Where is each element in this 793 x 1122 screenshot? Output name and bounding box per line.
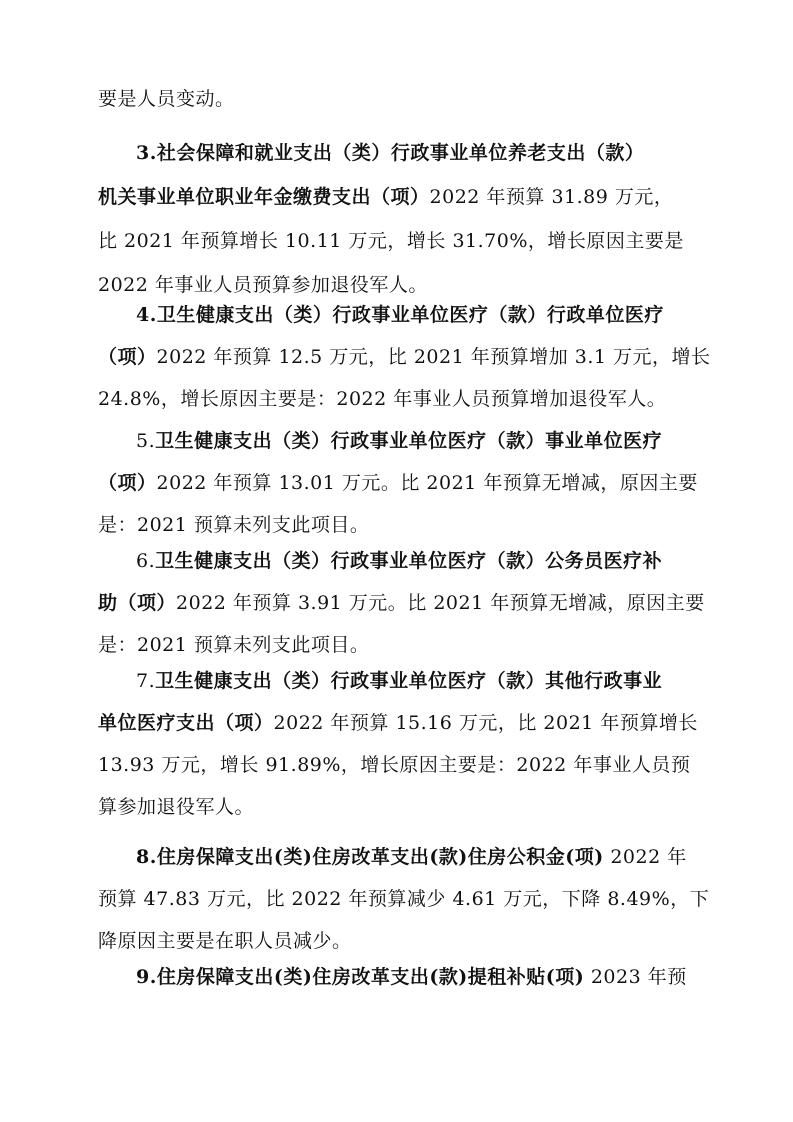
text-run-bold: 助（项） — [98, 592, 177, 614]
text-run: 7. — [136, 670, 156, 692]
text-run-bold: 卫生健康支出（类）行政事业单位医疗（款）其他行政事业 — [155, 670, 663, 692]
text-run-bold: 机关事业单位职业年金缴费支出（项） — [98, 186, 430, 208]
text-line — [98, 384, 666, 414]
text-run: 2022 年事业人员预算参加退役军人。 — [98, 274, 428, 296]
text-run: 2022 年预算 12.5 万元，比 2021 年预算增加 3.1 万元，增长 — [156, 346, 711, 368]
text-run-bold: 3.社会保障和就业支出（类）行政事业单位养老支出（款） — [136, 142, 645, 164]
text-run: 降原因主要是在职人员减少。 — [98, 930, 352, 952]
text-run: 2022 年预算 13.01 万元。比 2021 年预算无增减，原因主要 — [156, 472, 698, 494]
text-line — [98, 630, 369, 660]
text-line — [136, 546, 662, 576]
text-run-bold: 9.住房保障支出(类)住房改革支出(款)提租补贴(项) — [136, 966, 585, 988]
text-line — [98, 926, 352, 956]
text-line — [98, 750, 690, 780]
text-line — [98, 182, 673, 212]
text-line — [136, 666, 662, 696]
text-line — [98, 792, 254, 822]
text-run-bold: （项） — [98, 472, 157, 494]
text-run: 预算 47.83 万元，比 2022 年预算减少 4.61 万元，下降 8.49%，下 — [98, 888, 710, 910]
text-run-bold: 8.住房保障支出(类)住房改革支出(款)住房公积金(项) — [136, 846, 604, 868]
text-line — [136, 138, 644, 168]
text-run: 24.8%，增长原因主要是：2022 年事业人员预算增加退役军人。 — [98, 388, 667, 410]
text-line — [98, 510, 369, 540]
text-run-bold: 4.卫生健康支出（类）行政事业单位医疗（款）行政单位医疗 — [136, 304, 664, 326]
text-line — [98, 84, 235, 114]
text-run: 是：2021 预算未列支此项目。 — [98, 634, 370, 656]
text-line — [98, 884, 709, 914]
text-line — [136, 962, 687, 992]
text-line — [136, 300, 664, 330]
text-line — [98, 226, 684, 256]
text-line — [98, 270, 428, 300]
text-line — [98, 342, 711, 372]
text-run-bold: 卫生健康支出（类）行政事业单位医疗（款）公务员医疗补 — [155, 550, 663, 572]
text-run: 2022 年 — [603, 846, 687, 868]
text-run: 比 2021 年预算增长 10.11 万元，增长 31.70%，增长原因主要是 — [98, 230, 684, 252]
text-run: 5. — [136, 430, 156, 452]
text-run: 2022 年预算 31.89 万元， — [429, 186, 674, 208]
text-run-bold: 卫生健康支出（类）行政事业单位医疗（款）事业单位医疗 — [155, 430, 663, 452]
text-run: 是：2021 预算未列支此项目。 — [98, 514, 370, 536]
text-run-bold: 单位医疗支出（项） — [98, 712, 274, 734]
text-line — [98, 708, 698, 738]
text-run: 算参加退役军人。 — [98, 796, 255, 818]
text-line — [136, 842, 687, 872]
text-line — [98, 588, 705, 618]
text-run: 2022 年预算 3.91 万元。比 2021 年预算无增减，原因主要 — [176, 592, 705, 614]
text-run: 2023 年预 — [584, 966, 687, 988]
text-line — [98, 468, 698, 498]
text-run-bold: （项） — [98, 346, 157, 368]
text-run: 6. — [136, 550, 156, 572]
text-line — [136, 426, 662, 456]
text-run: 13.93 万元，增长 91.89%，增长原因主要是：2022 年事业人员预 — [98, 754, 691, 776]
text-run: 要是人员变动。 — [98, 88, 235, 110]
text-run: 2022 年预算 15.16 万元，比 2021 年预算增长 — [273, 712, 698, 734]
